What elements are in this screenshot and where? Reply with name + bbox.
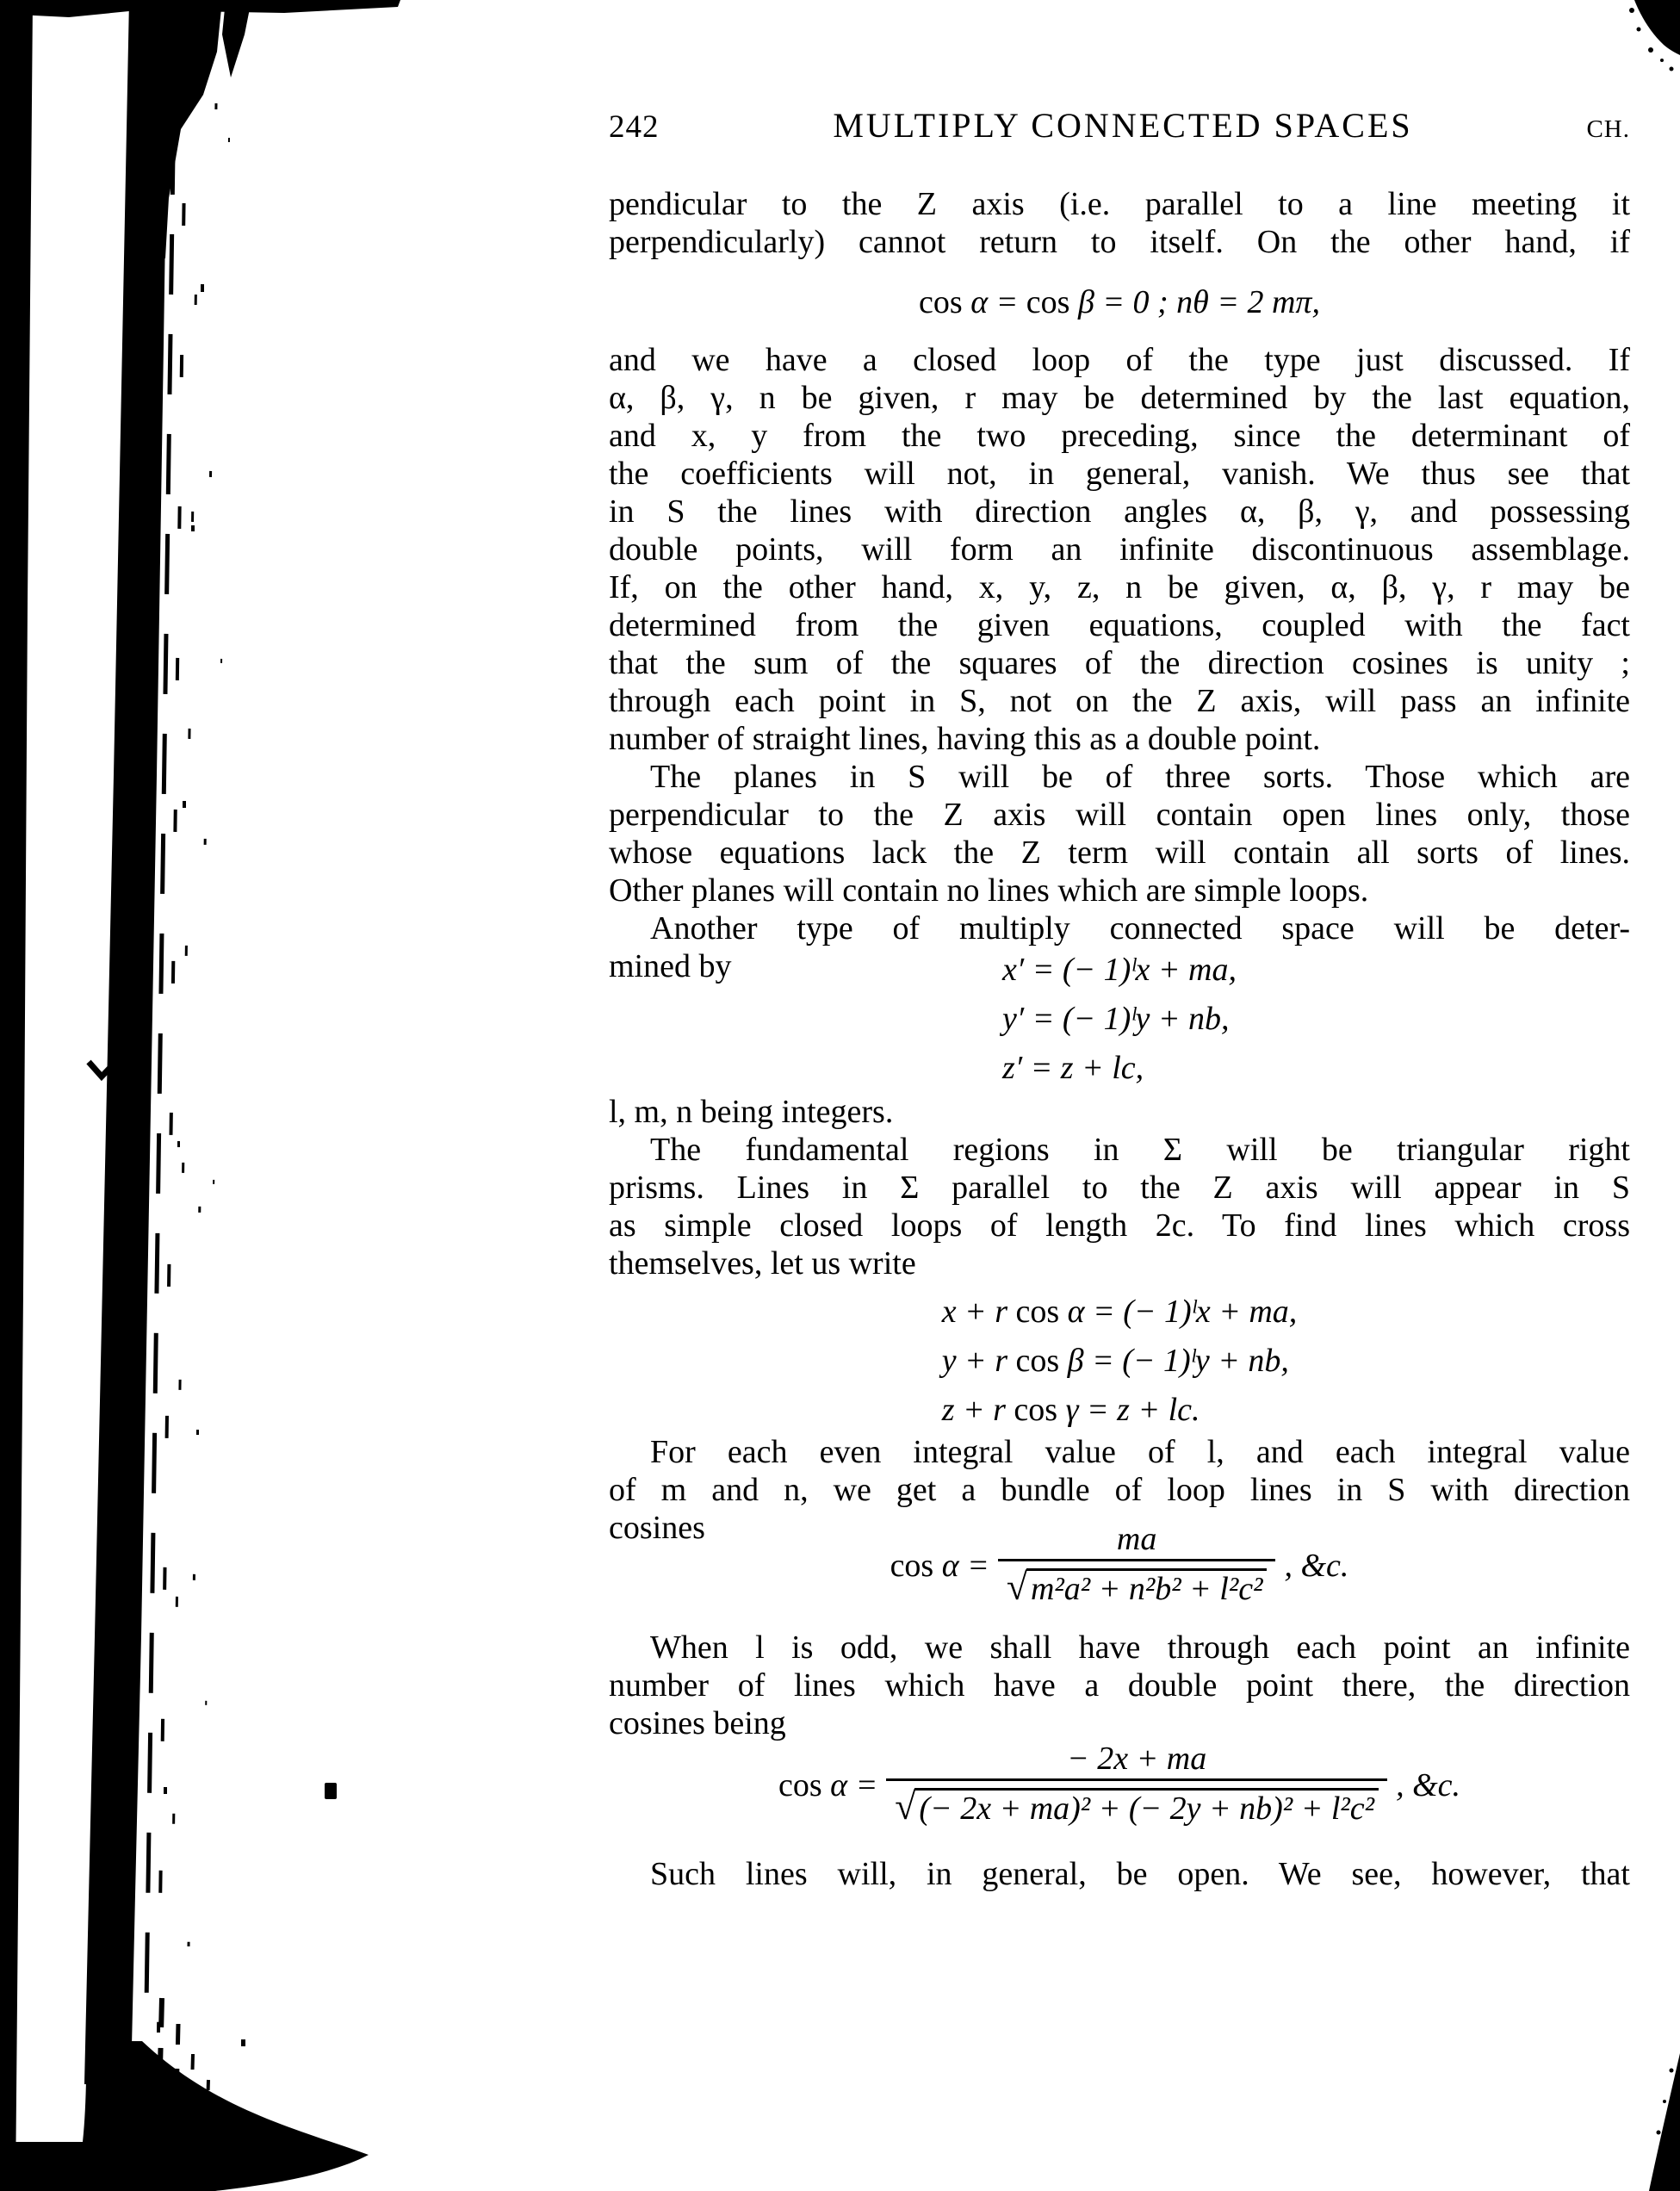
paragraph xyxy=(609,1629,1630,1742)
radical-sign: √ xyxy=(895,1785,916,1828)
display-equation xyxy=(609,278,1630,327)
left-edge-strip xyxy=(0,0,33,2191)
equation-suffix: , &c. xyxy=(1284,1547,1349,1584)
body-line: through each point in S, not on the Z axis, will pass an infinite xyxy=(609,683,1630,719)
equation-group xyxy=(919,278,1320,327)
body-line: l, m, n being integers. xyxy=(609,1094,894,1130)
bottom-right-blot xyxy=(1649,2053,1680,2191)
equation-group xyxy=(1002,946,1237,1093)
radicand: m²a² + n²b² + l²c² xyxy=(1026,1568,1268,1607)
paragraph xyxy=(609,758,1630,909)
paragraph xyxy=(609,185,1630,261)
body-line: α, β, γ, n be given, r may be determined by the last equation, xyxy=(609,380,1630,416)
equation-line: z + r cos γ = z + lc. xyxy=(941,1392,1200,1428)
display-equation xyxy=(609,1288,1630,1435)
fraction-equation xyxy=(609,1519,1630,1611)
body-line: themselves, let us write xyxy=(609,1245,916,1282)
body-line: The planes in S will be of three sorts. Those which are xyxy=(650,759,1630,795)
body-line: If, on the other hand, x, y, z, n be given, α, β, γ, r may be xyxy=(609,569,1630,605)
body-line: prisms. Lines in Σ parallel to the Z axis will appear in S xyxy=(609,1170,1630,1206)
body-line: pendicular to the Z axis (i.e. parallel to a line meeting it xyxy=(609,186,1630,222)
body-line: and we have a closed loop of the type just discussed. If xyxy=(609,342,1630,378)
text-column xyxy=(609,185,1630,1893)
body-line: cosines being xyxy=(609,1705,786,1741)
fraction xyxy=(998,1519,1276,1611)
running-head xyxy=(609,105,1630,146)
equation-suffix: , &c. xyxy=(1396,1766,1460,1803)
equation-line: y + r cos β = (− 1)ˡy + nb, xyxy=(941,1343,1289,1379)
equation-lhs: cos α = xyxy=(778,1766,878,1803)
body-line: the coefficients will not, in general, vanish. We thus see that xyxy=(609,456,1630,492)
body-line: of m and n, we get a bundle of loop lines in S with direction xyxy=(609,1472,1630,1508)
equation-group xyxy=(942,1288,1298,1435)
gutter-top-blob xyxy=(129,0,222,258)
display-equation xyxy=(609,946,1630,1093)
equation-line: z′ = z + lc, xyxy=(1002,1050,1144,1086)
equation-lhs: cos α = xyxy=(890,1547,989,1584)
page-title: MULTIPLY CONNECTED SPACES xyxy=(833,106,1413,145)
bottom-left-blot xyxy=(0,2041,369,2191)
body-line: mined by xyxy=(609,948,732,984)
body-line: For each even integral value of l, and each integral value xyxy=(650,1434,1630,1470)
fraction xyxy=(886,1739,1387,1831)
body-line: determined from the given equations, coupled with the fact xyxy=(609,607,1630,643)
fraction-numerator: ma xyxy=(1116,1521,1157,1557)
body-line: that the sum of the squares of the direction cosines is unity ; xyxy=(609,645,1630,681)
radical-sign: √ xyxy=(1006,1566,1027,1608)
body-line: Other planes will contain no lines which are simple loops. xyxy=(609,872,1369,909)
margin-ink-dot xyxy=(325,1783,337,1799)
radicand: (− 2x + ma)² + (− 2y + nb)² + l²c² xyxy=(914,1788,1379,1827)
fraction-denominator xyxy=(998,1559,1276,1611)
paragraph xyxy=(609,1093,1630,1131)
body-line: Such lines will, in general, be open. We see, however, that xyxy=(650,1856,1630,1892)
equation-line: x′ = (− 1)ˡx + ma, xyxy=(1002,952,1237,988)
paragraph xyxy=(609,1131,1630,1282)
top-edge-bar xyxy=(0,0,400,17)
gutter-band xyxy=(84,0,169,2084)
equation-line: cos α = cos β = 0 ; nθ = 2 mπ, xyxy=(919,284,1320,320)
body-line: in S the lines with direction angles α, β, γ, and possessing xyxy=(609,493,1630,530)
body-line: double points, will form an infinite discontinuous assemblage. xyxy=(609,531,1630,568)
body-line: When l is odd, we shall have through each point an infinite xyxy=(650,1629,1630,1666)
paragraph xyxy=(609,1855,1630,1893)
equation-line: x + r cos α = (− 1)ˡx + ma, xyxy=(941,1294,1298,1330)
body-line: The fundamental regions in Σ will be triangular right xyxy=(650,1132,1630,1168)
body-line: perpendicular to the Z axis will contain open lines only, those xyxy=(609,797,1630,833)
top-right-blot xyxy=(1634,0,1680,55)
body-line: number of lines which have a double point there, the direction xyxy=(609,1667,1630,1704)
body-line: perpendicularly) cannot return to itself. On the other hand, if xyxy=(609,224,1630,260)
page-number: 242 xyxy=(609,109,660,145)
paragraph xyxy=(609,341,1630,758)
fraction-numerator: − 2x + ma xyxy=(1067,1741,1207,1777)
body-line: cosines xyxy=(609,1510,705,1546)
equation-line: y′ = (− 1)ˡy + nb, xyxy=(1002,1001,1230,1037)
body-line: and x, y from the two preceding, since the determinant of xyxy=(609,418,1630,454)
body-line: Another type of multiply connected space will be deter- xyxy=(650,910,1630,947)
body-line: whose equations lack the Z term will contain all sorts of lines. xyxy=(609,835,1630,871)
body-line: as simple closed loops of length 2c. To find lines which cross xyxy=(609,1207,1630,1244)
fraction-equation xyxy=(609,1739,1630,1831)
chapter-label: CH. xyxy=(1586,115,1630,143)
margin-checkmark xyxy=(89,1056,121,1077)
fraction-denominator xyxy=(886,1778,1387,1831)
body-line: number of straight lines, having this as a double point. xyxy=(609,721,1321,757)
